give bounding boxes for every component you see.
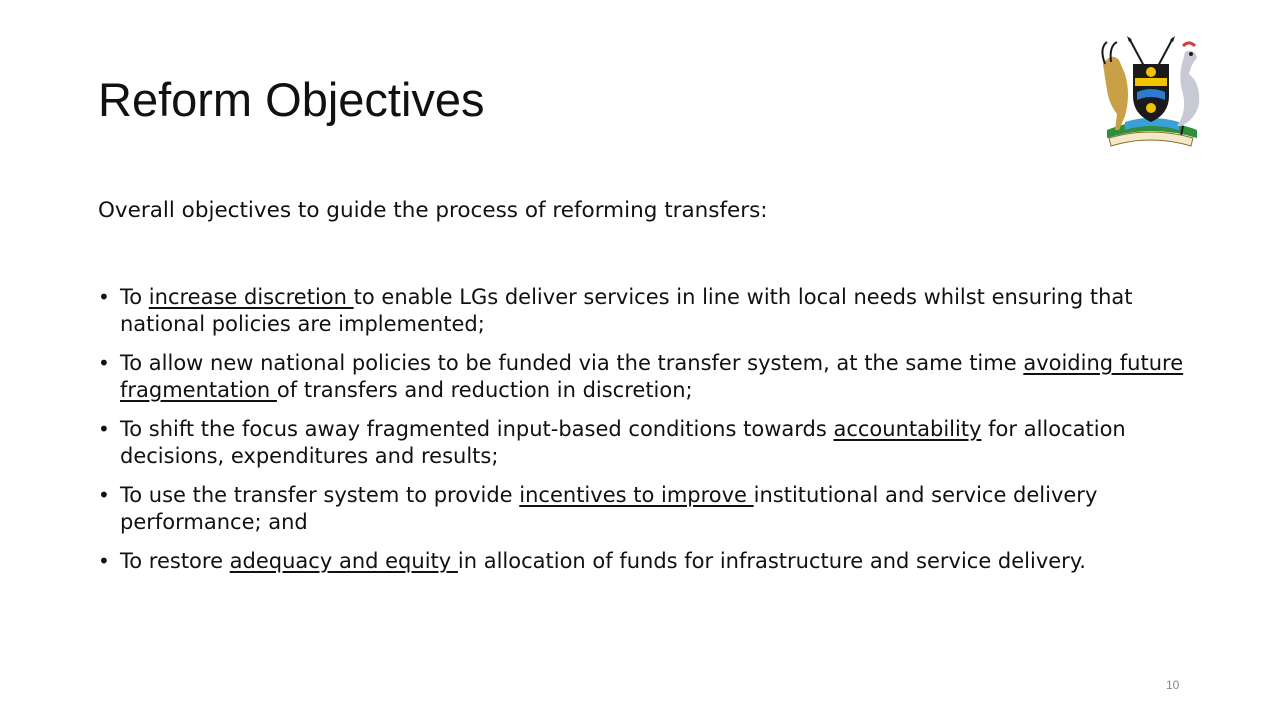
list-item <box>98 482 1208 536</box>
bullet-icon: • <box>98 483 110 507</box>
page-number: 10 <box>1166 678 1180 692</box>
bullet-emphasis: avoiding future fragmentation <box>120 351 1184 402</box>
bullet-text: To shift the focus away fragmented input-based conditions towards <box>120 417 834 441</box>
list-item <box>98 416 1208 470</box>
bullet-emphasis: incentives to improve <box>519 483 754 507</box>
coat-of-arms-logo <box>1085 34 1217 152</box>
bullet-text: To <box>120 285 149 309</box>
list-item <box>98 548 1208 575</box>
list-item <box>98 284 1208 338</box>
objectives-list <box>98 284 1208 587</box>
bullet-text: To use the transfer system to provide <box>120 483 520 507</box>
bullet-text: in allocation of funds for infrastructure and service delivery. <box>457 549 1086 573</box>
bullet-icon: • <box>98 351 110 375</box>
bullet-emphasis: increase discretion <box>148 285 354 309</box>
bullet-emphasis: adequacy and equity <box>229 549 458 573</box>
bullet-text: institutional and service delivery performance; and <box>120 483 1098 534</box>
bullet-text: of transfers and reduction in discretion; <box>276 378 693 402</box>
bullet-icon: • <box>98 549 110 573</box>
bullet-text: for allocation decisions, expenditures and results; <box>120 417 1126 468</box>
bullet-icon: • <box>98 417 110 441</box>
bullet-icon: • <box>98 285 110 309</box>
intro-text: Overall objectives to guide the process of reforming transfers: <box>98 198 768 223</box>
list-item <box>98 350 1208 404</box>
bullet-emphasis: accountability <box>833 417 982 441</box>
slide-title: Reform Objectives <box>98 73 485 126</box>
bullet-text: to enable LGs deliver services in line with local needs whilst ensuring that national policies are implemented; <box>120 285 1133 336</box>
bullet-text: To allow new national policies to be funded via the transfer system, at the same time <box>120 351 1024 375</box>
bullet-text: To restore <box>120 549 230 573</box>
